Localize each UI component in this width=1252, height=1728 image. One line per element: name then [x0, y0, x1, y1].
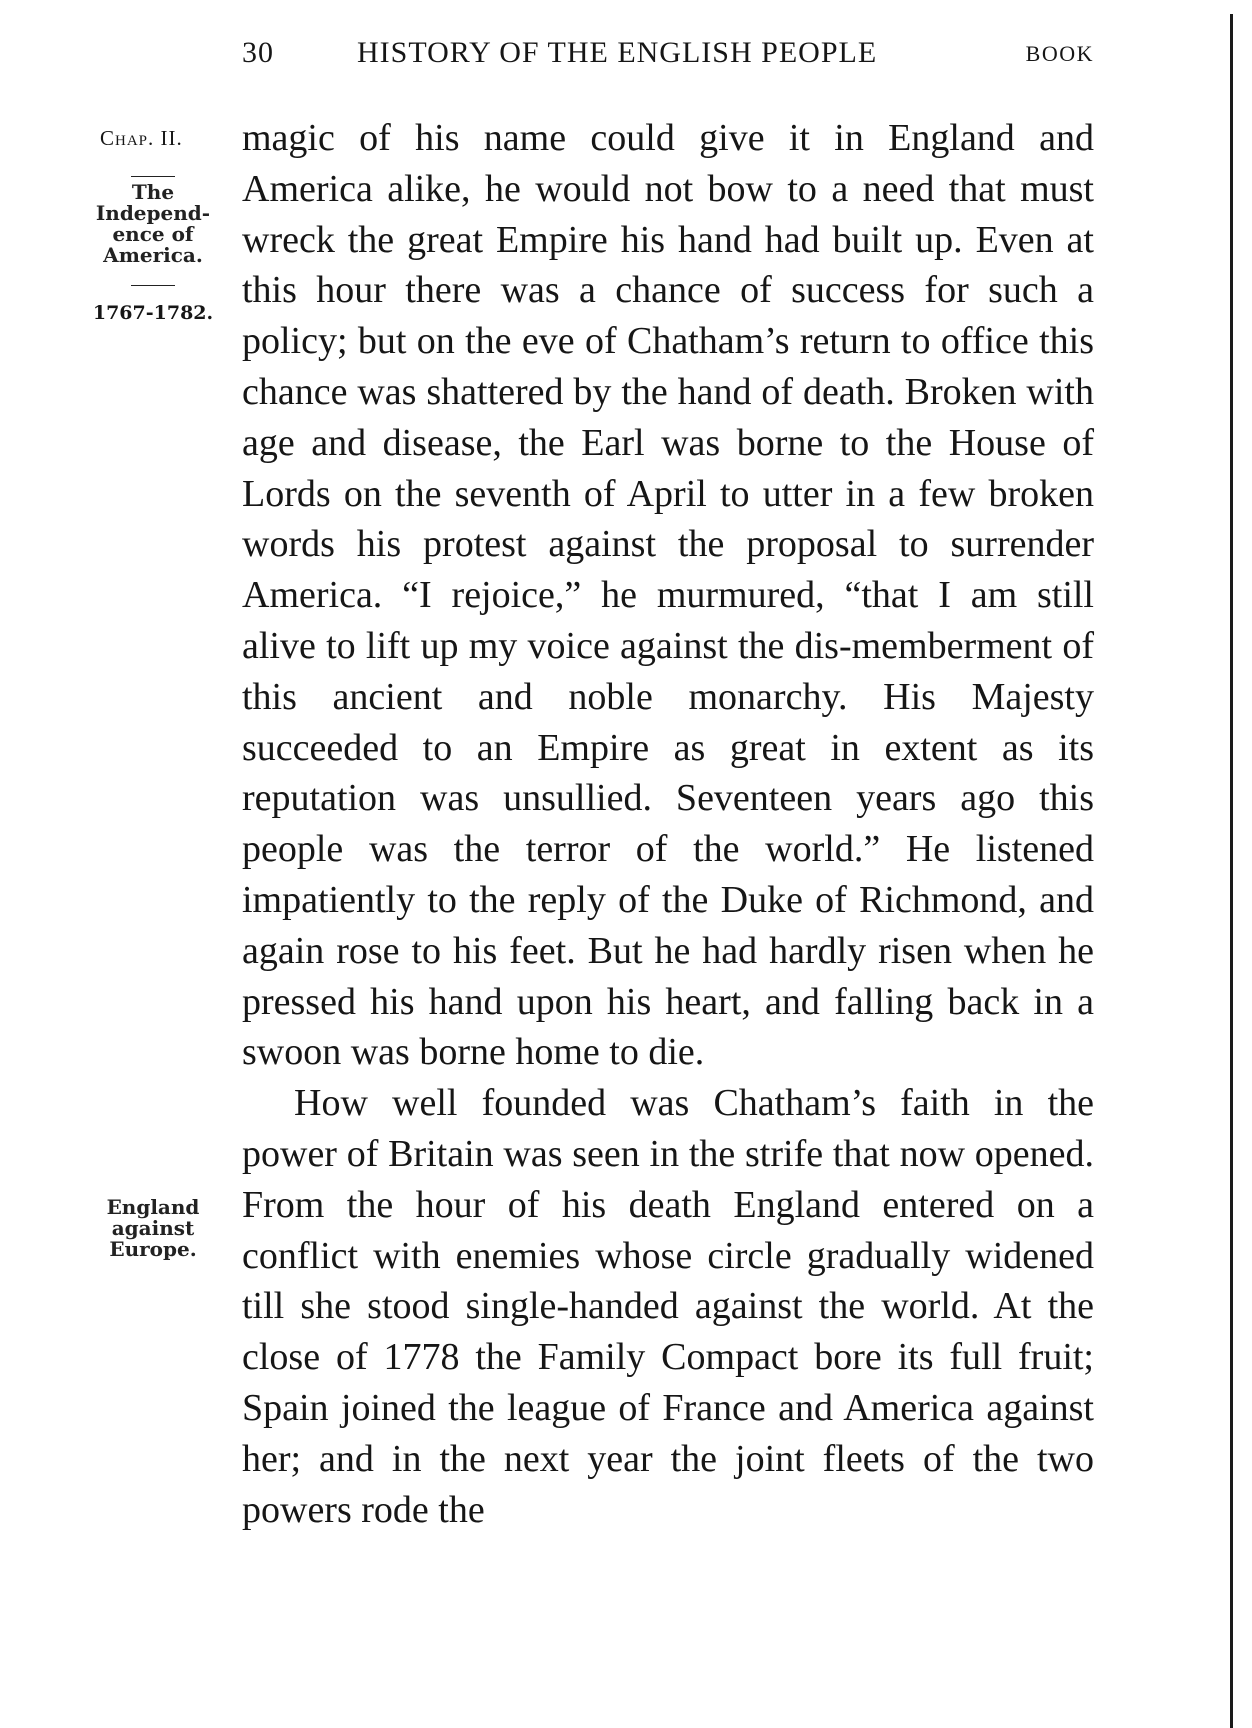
margin-note-line: ence of [112, 222, 194, 246]
page-number: 30 [242, 36, 274, 69]
body-text [242, 113, 1094, 1535]
running-title: HISTORY OF THE ENGLISH PEOPLE [357, 36, 878, 69]
margin-note-line: Europe. [109, 1237, 197, 1261]
chapter-label: Chap. II. [100, 126, 183, 150]
margin-note-line: America. [103, 243, 203, 267]
running-header [242, 36, 1094, 76]
margin-note-line: Independ- [95, 201, 211, 225]
paragraph: magic of his name could give it in England and America alike, he would not bow to a need that must wreck the great Empire his hand had built up. Even at this hour there was a chance of success for such a policy; but on the eve of Chatham’s return to office this chance was shattered by the hand of death. Broken with age and disease, the Earl was borne to the House of Lords on the seventh of April to utter in a few broken words his protest against the proposal to surrender America. “I rejoice,” he murmured, “that I am still alive to lift up my voice against the dis-memberment of this ancient and noble monarchy. His Majesty succeeded to an Empire as great in extent as its reputation was unsullied. Seventeen years ago this people was the terror of the world.” He listened impatiently to the reply of the Duke of Richmond, and again rose to his feet. But he had hardly risen when he pressed his hand upon his heart, and falling back in a swoon was borne home to die. [242, 117, 1094, 1074]
book-label: BOOK [1025, 41, 1094, 66]
margin-note-line: England [106, 1195, 200, 1219]
margin-note-years: 1767-1782. [92, 302, 214, 324]
paragraph: How well founded was Chatham’s faith in the power of Britain was seen in the strife that now opened. From the hour of his death England entered on a conflict with enemies whose circle gradually widened till she stood single-handed against the world. At the close of 1778 the Family Compact bore its full fruit; Spain joined the league of France and America against her; and in the next year the joint fleets of the two powers rode the [242, 1082, 1094, 1531]
margin-note-line: The [131, 180, 175, 204]
margin-note-topic-2 [86, 1197, 220, 1260]
margin-note-topic [86, 176, 220, 266]
margin-rule [131, 285, 175, 286]
margin-rule [131, 176, 175, 177]
page-edge-rule [1230, 14, 1233, 1728]
margin-note-line: against [111, 1216, 195, 1240]
